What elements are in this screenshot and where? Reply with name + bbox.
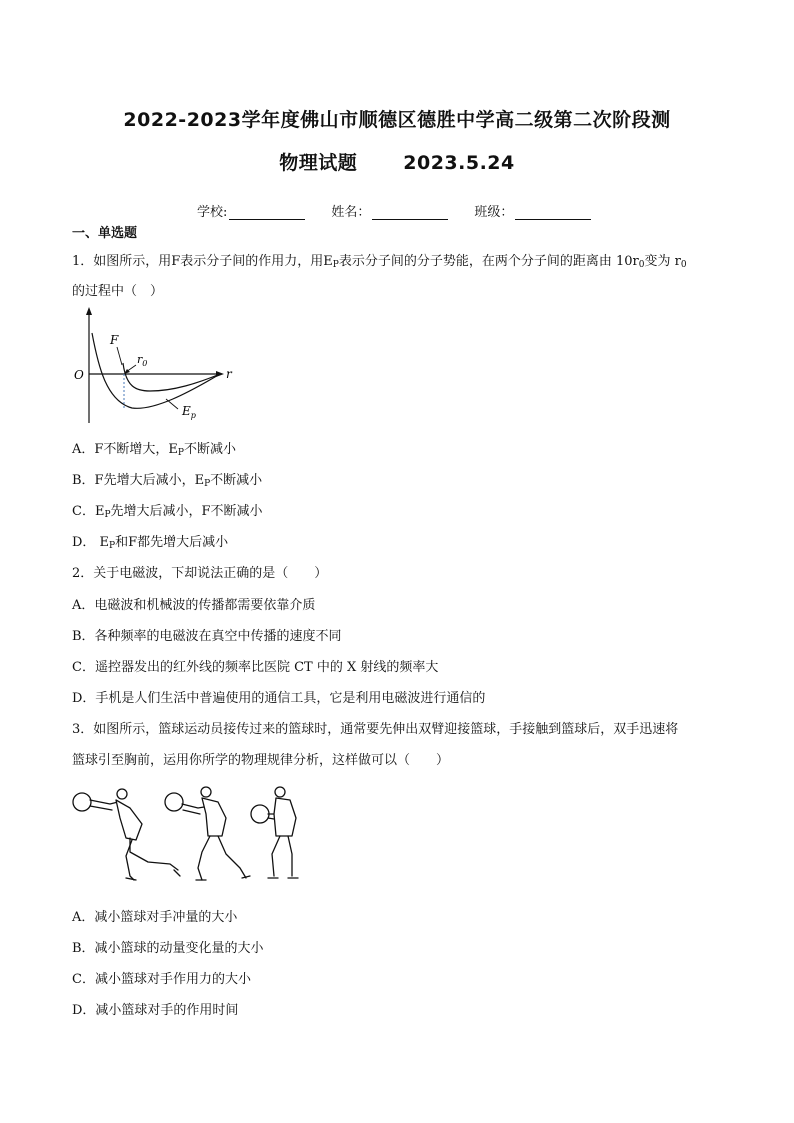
y-axis-arrow	[86, 307, 92, 315]
class-blank[interactable]	[515, 205, 591, 220]
school-field[interactable]	[197, 201, 305, 220]
q2-stem: 2．关于电磁波，下却说法正确的是（ ）	[72, 566, 328, 581]
player-pose-3	[251, 787, 298, 878]
q3-basketball-catch-figure	[70, 784, 310, 886]
name-label: 姓名：	[331, 205, 371, 220]
q1-stem-part: 1．如图所示，用F表示分子间的作用力，用E	[72, 254, 333, 269]
name-field[interactable]	[331, 201, 448, 220]
exam-title-line2	[0, 148, 794, 175]
exam-date: 2023.5.24	[403, 152, 515, 174]
q3-stem-line1: 3．如图所示，篮球运动员接传过来的篮球时，通常要先伸出双臂迎接篮球，手接触到篮球后，双手迅速将	[72, 722, 679, 737]
section-title: 一、单选题	[72, 226, 138, 241]
q3-option-a[interactable]: A．减小篮球对手冲量的大小	[72, 910, 238, 925]
q1-sub: 0	[638, 260, 645, 270]
label-O: O	[74, 368, 84, 382]
q2-option-b[interactable]: B．各种频率的电磁波在真空中传播的速度不同	[72, 629, 342, 644]
q3-stem-line2: 篮球引至胸前，运用你所学的物理规律分析，这样做可以（ ）	[72, 753, 450, 768]
exam-title-line1: 2022-2023学年度佛山市顺德区德胜中学高二级第二次阶段测	[123, 109, 671, 131]
school-blank[interactable]	[229, 205, 305, 220]
label-F: F	[110, 333, 119, 347]
q1-stem-part: 表示分子间的分子势能，在两个分子间的距离由 10r	[338, 254, 639, 269]
q1-sub: P	[332, 260, 339, 270]
q1-option-c[interactable]: C．$E_P$先增大后减小，F不断减小	[72, 504, 263, 520]
name-blank[interactable]	[372, 205, 448, 220]
school-label: 学校:	[197, 205, 228, 220]
q1-sub: 0	[680, 260, 687, 270]
F-leader	[117, 347, 122, 365]
Ep-leader	[166, 399, 178, 409]
q1-stem-line2: 的过程中（ ）	[72, 284, 164, 299]
class-field[interactable]	[474, 201, 591, 220]
q2-option-d[interactable]: D．手机是人们生活中普遍使用的通信工具，它是利用电磁波进行通信的	[72, 691, 486, 706]
potential-curve	[123, 363, 220, 391]
q1-option-b[interactable]: B．F先增大后减小，$E_P$不断减小	[72, 473, 263, 489]
student-info-row	[197, 201, 591, 220]
q1-force-potential-graph	[70, 305, 240, 427]
label-r0: $r_0$	[137, 353, 148, 368]
player-pose-2	[165, 787, 250, 880]
label-Ep: $E_p$	[182, 404, 196, 420]
q1-option-a[interactable]: A．F不断增大，$E_P$不断减小	[72, 442, 236, 458]
subject-title: 物理试题	[279, 152, 358, 174]
class-label: 班级：	[474, 205, 514, 220]
q1-stem-part: 变为 r	[644, 254, 681, 269]
q2-option-c[interactable]: C．遥控器发出的红外线的频率比医院 CT 中的 X 射线的频率大	[72, 660, 439, 675]
player-pose-1	[73, 789, 180, 880]
q3-option-b[interactable]: B．减小篮球的动量变化量的大小	[72, 941, 264, 956]
label-r: r	[226, 367, 232, 381]
q2-option-a[interactable]: A．电磁波和机械波的传播都需要依靠介质	[72, 598, 316, 613]
q1-stem-line1	[72, 250, 687, 269]
q3-option-c[interactable]: C．减小篮球对手作用力的大小	[72, 972, 251, 987]
q3-option-d[interactable]: D．减小篮球对手的作用时间	[72, 1003, 239, 1018]
q1-option-d[interactable]: D． $E_P$和F都先增大后减小	[72, 535, 229, 551]
